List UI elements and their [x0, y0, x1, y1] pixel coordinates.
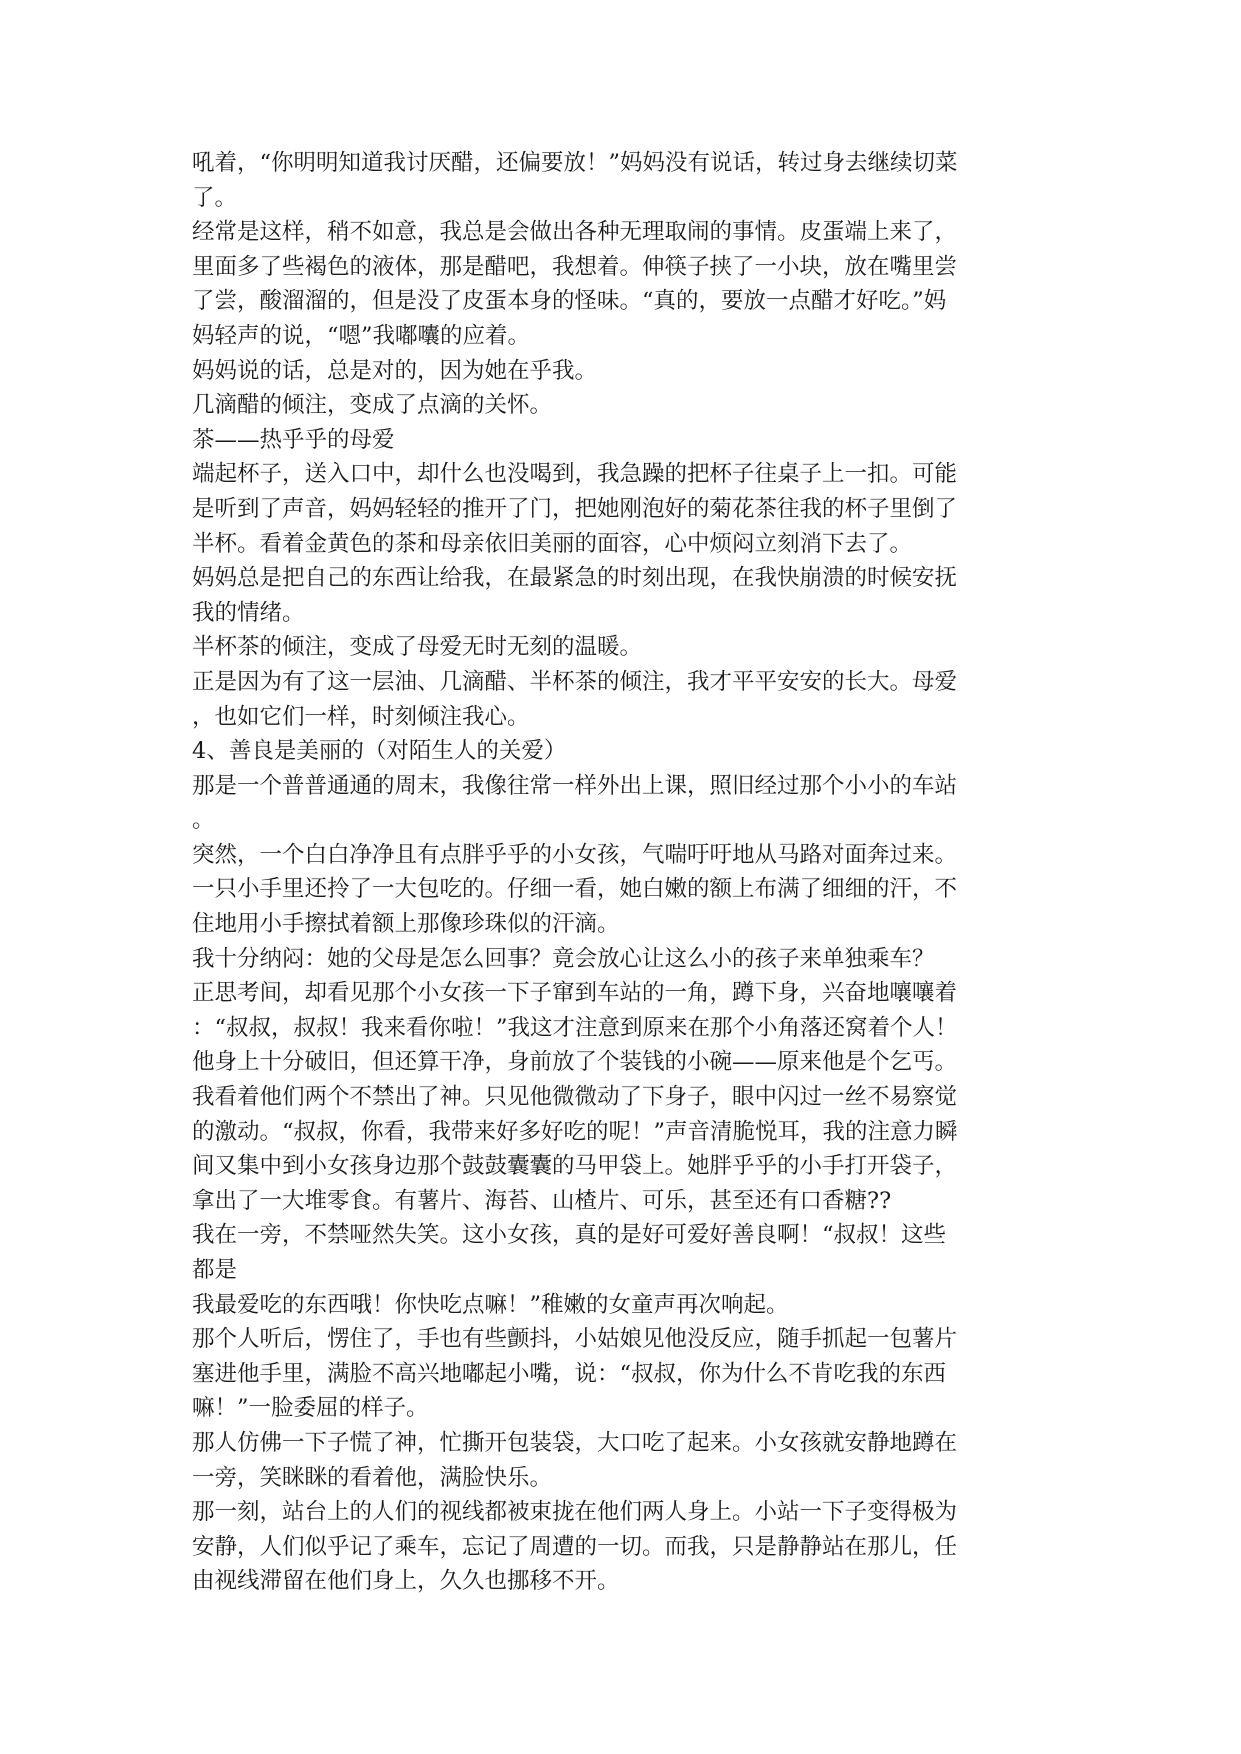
text-line: 妈轻声的说，“嗯”我嘟囔的应着。	[192, 322, 531, 349]
text-line: 那一刻，站台上的人们的视线都被束拢在他们两人身上。小站一下子变得极为	[192, 1499, 958, 1526]
document-body	[192, 146, 1062, 1599]
text-line: 由视线滞留在他们身上，久久也挪移不开。	[192, 1568, 620, 1595]
text-line: 正思考间，却看见那个小女孩一下子窜到车站的一角，蹲下身，兴奋地嚷嚷着	[192, 980, 958, 1007]
text-line: 我的情绪。	[192, 599, 305, 626]
text-line: ，也如它们一样，时刻倾注我心。	[192, 703, 530, 730]
text-line: 突然，一个白白净净且有点胖乎乎的小女孩，气喘吁吁地从马路对面奔过来。	[192, 841, 958, 868]
section-heading: 茶——热乎乎的母爱	[192, 426, 395, 453]
text-line: 那人仿佛一下子慌了神，忙撕开包装袋，大口吃了起来。小女孩就安静地蹲在	[192, 1429, 958, 1456]
text-line: 我在一旁，不禁哑然失笑。这小女孩，真的是好可爱好善良啊！“叔叔！这些	[192, 1222, 947, 1249]
text-line: 嘛！”一脸委屈的样子。	[192, 1395, 429, 1422]
text-line: 一旁，笑眯眯的看着他，满脸快乐。	[192, 1464, 553, 1491]
text-line: 塞进他手里，满脸不高兴地嘟起小嘴，说：“叔叔，你为什么不肯吃我的东西	[192, 1360, 947, 1387]
text-line: 妈妈总是把自己的东西让给我，在最紧急的时刻出现，在我快崩溃的时候安抚	[192, 565, 958, 592]
text-line: 间又集中到小女孩身边那个鼓鼓囊囊的马甲袋上。她胖乎乎的小手打开袋子，	[192, 1153, 958, 1180]
text-line: 我最爱吃的东西哦！你快吃点嘛！”稚嫩的女童声再次响起。	[192, 1291, 789, 1318]
text-line: 那是一个普普通通的周末，我像往常一样外出上课，照旧经过那个小小的车站	[192, 772, 958, 799]
text-line: 几滴醋的倾注，变成了点滴的关怀。	[192, 392, 553, 419]
text-line: 他身上十分破旧，但还算干净，身前放了个装钱的小碗——原来他是个乞丐。	[192, 1049, 958, 1076]
text-line: 拿出了一大堆零食。有薯片、海苔、山楂片、可乐，甚至还有口香糖??	[192, 1187, 892, 1214]
text-line: 的激动。“叔叔，你看，我带来好多好吃的呢！”声音清脆悦耳，我的注意力瞬	[192, 1118, 958, 1145]
text-line: 我十分纳闷：她的父母是怎么回事？竟会放心让这么小的孩子来单独乘车？	[192, 945, 935, 972]
section-heading: 4、善良是美丽的（对陌生人的关爱）	[192, 738, 567, 765]
text-line: 里面多了些褐色的液体，那是醋吧，我想着。伸筷子挟了一小块，放在嘴里尝	[192, 253, 958, 280]
text-line: 半杯茶的倾注，变成了母爱无时无刻的温暖。	[192, 634, 643, 661]
text-line: 那个人听后，愣住了，手也有些颤抖，小姑娘见他没反应，随手抓起一包薯片	[192, 1326, 958, 1353]
text-line: ：“叔叔，叔叔！我来看你啦！”我这才注意到原来在那个小角落还窝着个人！	[192, 1014, 958, 1041]
text-line: 安静，人们似乎记了乘车，忘记了周遭的一切。而我，只是静静站在那儿，任	[192, 1533, 958, 1560]
text-line: 一只小手里还拎了一大包吃的。仔细一看，她白嫩的额上布满了细细的汗，不	[192, 876, 958, 903]
text-line: 半杯。看着金黄色的茶和母亲依旧美丽的面容，心中烦闷立刻消下去了。	[192, 530, 913, 557]
text-line: 妈妈说的话，总是对的，因为她在乎我。	[192, 357, 598, 384]
text-line: 了尝，酸溜溜的，但是没了皮蛋本身的怪味。“真的，要放一点醋才好吃。”妈	[192, 288, 947, 315]
text-line: 都是	[192, 1257, 238, 1283]
text-line: 了。	[192, 184, 238, 211]
text-line: 。	[192, 807, 215, 834]
text-line: 我看着他们两个不禁出了神。只见他微微动了下身子，眼中闪过一丝不易察觉	[192, 1084, 958, 1111]
text-line: 经常是这样，稍不如意，我总是会做出各种无理取闹的事情。皮蛋端上来了，	[192, 219, 958, 246]
text-line: 吼着，“你明明知道我讨厌醋，还偏要放！”妈妈没有说话，转过身去继续切菜	[192, 150, 958, 176]
text-line: 住地用小手擦拭着额上那像珍珠似的汗滴。	[192, 911, 620, 938]
text-line: 端起杯子，送入口中，却什么也没喝到，我急躁的把杯子往桌子上一扣。可能	[192, 461, 958, 488]
text-line: 是听到了声音，妈妈轻轻的推开了门，把她刚泡好的菊花茶往我的杯子里倒了	[192, 495, 958, 522]
text-line: 正是因为有了这一层油、几滴醋、半杯茶的倾注，我才平平安安的长大。母爱	[192, 668, 958, 695]
